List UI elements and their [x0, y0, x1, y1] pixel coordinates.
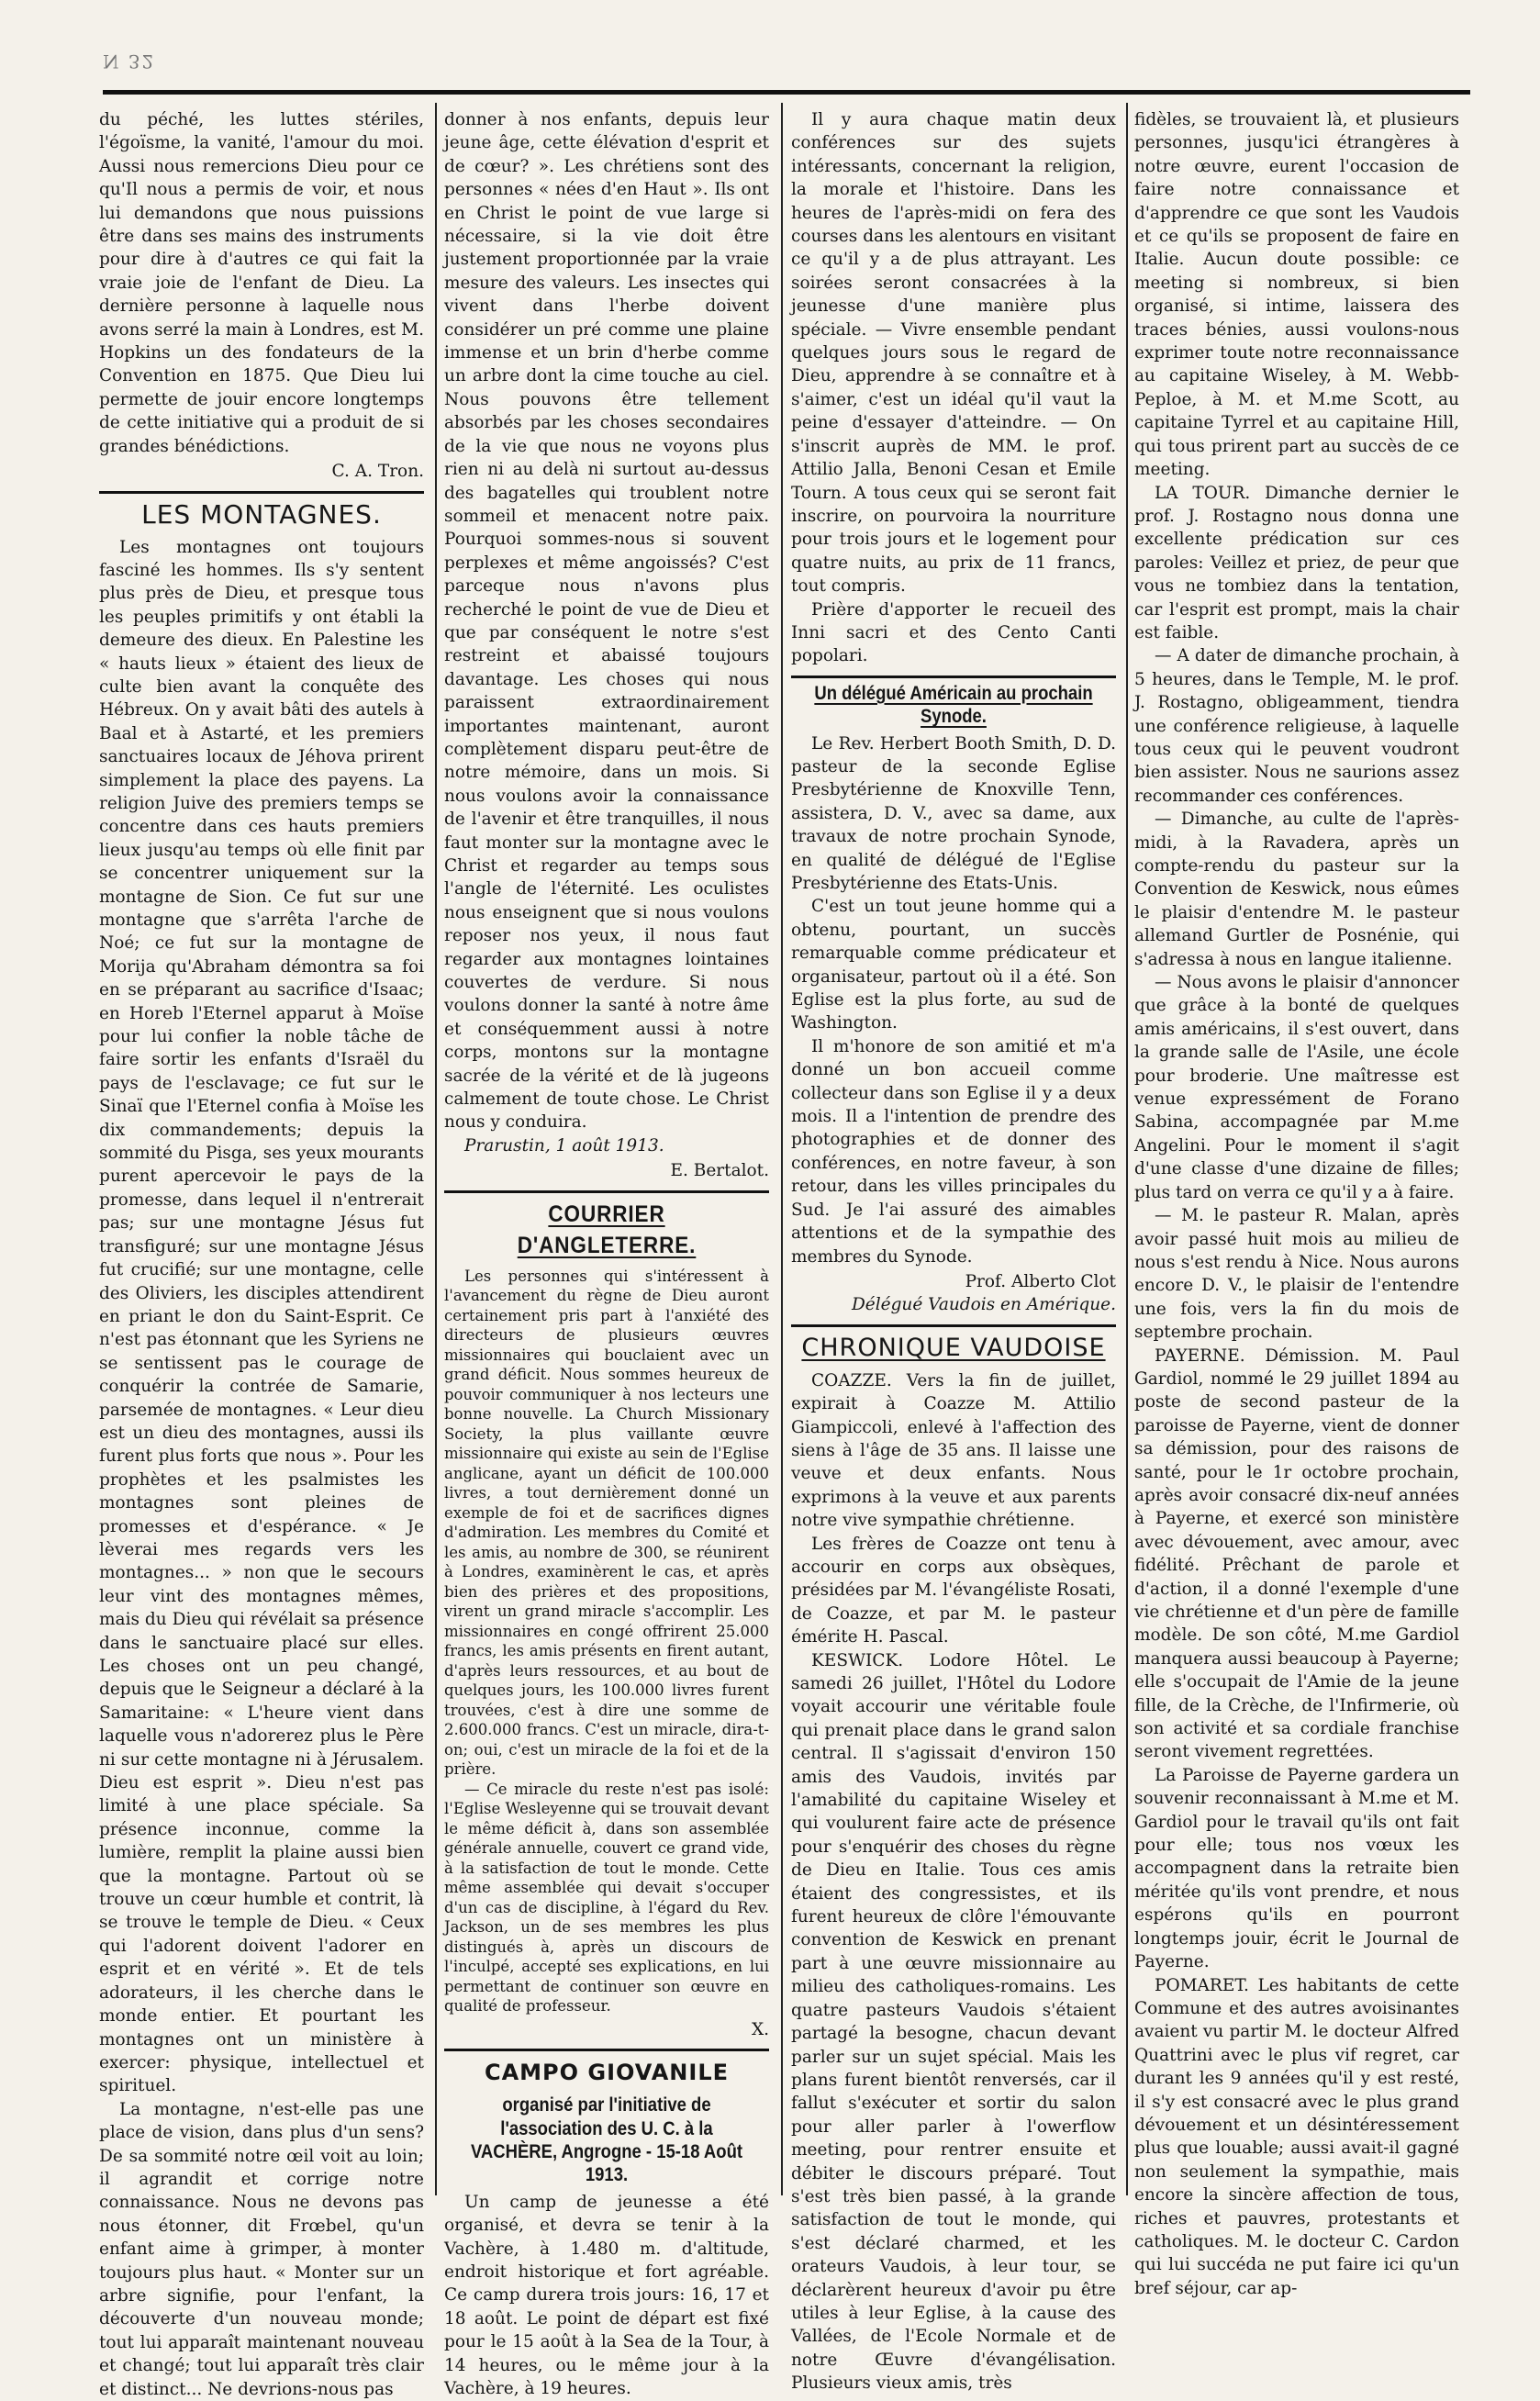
article-paragraph: KESWICK. Lodore Hôtel. Le samedi 26 juillet, l'Hôtel du Lodore voyait accourir une véritable foule qui prenait place dans le grand salon central. Il s'agissait d'environ 150 amis des Vaudois, invités par l'amabilité du capitaine Wiseley et qui voulurent faire acte de présence pour s'enquérir des choses du règne de Dieu en Italie. Tous ces amis étaient des congressistes, et ils furent heureux de clôre l'émouvante convention de Keswick en prenant part à une œuvre missionnaire au milieu des catholiques-romains. Les quatre pasteurs Vaudois s'étaient partagé la besogne, chacun devant parler sur un sujet spécial. Mais les plans furent bientôt renversés, car il fallut s'exécuter et sortir du salon pour aller parler à l'owerflow meeting, pour rentrer ensuite et débiter le discours préparé. Tout s'est très bien passé, à la grande satisfaction de tout le monde, qui s'est déclaré charmed, et les orateurs Vaudois, à leur tour, se déclarèrent heureux d'avoir pu être utiles à leur Eglise, à la cause des Vallées, de l'Ecole Normale et de notre Œuvre d'évangélisation. Plusieurs vieux amis, très: [791, 1650, 1116, 2394]
article-paragraph: — Dimanche, au culte de l'après-midi, à la Ravadera, après un compte-rendu du pasteur sur la Convention de Keswick, nous eûmes le plaisir d'entendre M. le pasteur allemand Gurtler de Posnénie, qui s'adressa à nous en langue italienne.: [1134, 810, 1459, 969]
article-paragraph: — A dater de dimanche prochain, à 5 heures, dans le Temple, M. le prof. J. Rostagno, obligeamment, tiendra une conférence religieuse, à laquelle tous ceux qui le peuvent voudront bien assister. Nous ne saurions assez recommander ces conférences.: [1134, 646, 1459, 806]
article-title: COURRIER D'ANGLETERRE.: [517, 1200, 697, 1258]
article-paragraph: — Ce miracle du reste n'est pas isolé: l'Eglise Wesleyenne qui se trouvait devant le même déficit à, dans son assemblée générale annuelle, couvert ce grand vide, à la satisfaction de tout le monde. Cette même assemblée qui devait s'occuper d'un cas de discipline, à l'égard du Rev. Jackson, un de ses membres les plus distingués à, après un discours de l'inculpé, accepté ses explications, en lui permettant de continuer son œuvre en qualité de professeur.: [444, 1780, 770, 2016]
column-rule-1: [435, 103, 437, 2195]
article-continuation: donner à nos enfants, depuis leur jeune âge, cette élévation d'esprit et de cœur? ». Les chrétiens sont des personnes « nées d'en Haut ». Ils ont en Christ le point de vue large si nécessaire, si la vie doit être justement proportionnée par la vraie mesure des valeurs. Les insectes qui vivent dans l'herbe doivent considérer un pré comme une plaine immense et un brin d'herbe comme un arbre dont la cime touche au ciel. Nous pouvons être tellement absorbés par les choses secondaires de la vie que nous ne voyons plus rien ni au delà ni surtout au-dessus des bagatelles qui troublent notre sommeil et menacent notre paix. Pourquoi sommes-nous si souvent perplexes et même angoissés? C'est parceque nous n'avons plus recherché le point de vue de Dieu et que par conséquent le notre s'est restreint et abaissé toujours davantage. Les choses qui nous paraissent extraordinairement importantes maintenant, auront complètement disparu peut-être de notre mémoire, dans un mois. Si nous voulons avoir la connaissance de l'avenir et être tranquilles, il nous faut monter sur la montagne avec le Christ et regarder au temps sous l'angle de l'éternité. Les oculistes nous enseignent que si nous voulons reposer nos yeux, il nous faut regarder aux montagnes lointaines couvertes de verdure. Si nous voulons donner la santé à notre âme et conséquemment aussi à notre corps, montons sur la montagne sacrée de la vérité et de là jugeons calmement de toute chose. Le Christ nous y conduira.: [444, 110, 769, 1133]
article-paragraph: PAYERNE. Démission. M. Paul Gardiol, nommé le 29 juillet 1894 au poste de second pasteur de la paroisse de Payerne, vient de donner sa démission, pour des raisons de santé, pour le 1r octobre prochain, après avoir consacré dix-neuf années à Payerne, et exercé son ministère avec dévouement, avec amour, avec fidélité. Prêchant de parole et d'action, il a donné l'exemple d'une vie chrétienne et d'un père de famille modèle. De son côté, M.me Gardiol manquera aussi beaucoup à Payerne; elle s'occupait de l'Amie de la jeune fille, de la Crèche, de l'Infirmerie, où son activité et sa cordiale franchise seront vivement regrettées.: [1134, 1346, 1459, 1762]
article-paragraph: COAZZE. Vers la fin de juillet, expirait à Coazze M. Attilio Giampiccoli, enlevé à l'affection des siens à l'âge de 35 ans. Il laisse une veuve et deux enfants. Nous exprimons à la veuve et aux parents notre vive sympathie chrétienne.: [791, 1370, 1116, 1531]
article-title: LES MONTAGNES.: [141, 498, 382, 530]
article-paragraph: Les montagnes ont toujours fasciné les hommes. Ils s'y sentent plus près de Dieu, et presque tous les peuples primitifs y ont établi la demeure des dieux. En Palestine les « hauts lieux » étaient des lieux de culte bien avant la conquête des Hébreux. On y avait bâti des autels à Baal et à Astarté, et les premiers sanctuaires locaux de Jéhova prirent simplement la place des payens. La religion Juive des premiers temps se concentre dans ces hauts premiers lieux jusqu'au temps où elle finit par se concentrer uniquement sur la montagne de Sion. Ce fut sur une montagne que s'arrêta l'arche de Noé; ce fut sur la montagne de Morija qu'Abraham démontra sa foi en se préparant au sacrifice d'Isaac; en Horeb l'Eternel apparut à Moïse pour lui confier la noble tâche de faire sortir les enfants d'Israël du pays de l'esclavage; ce fut sur le Sinaï que l'Eternel confia à Moïse les dix commandements; depuis la sommité du Pisga, ses yeux mourants purent apercevoir le pays de la promesse, dans lequel il n'entrerait pas; sur une montagne Jésus fut transfiguré; sur une montagne Jésus fut crucifié; sur une montagne, celle des Oliviers, les disciples attendirent en priant le don du Saint-Esprit. Ce n'est pas étonnant que les Syriens ne se sentissent pas le courage de conquérir la contrée de Samarie, parsemée de montagnes. « Leur dieu est un dieu des montagnes, aussi ils furent plus forts que nous ». Pour les prophètes et les psalmistes les montagnes sont pleines de promesses et d'espérance. « Je lèverai mes regards vers les montagnes... » non que le secours leur vint des montagnes mêmes, mais du Dieu qui révélait sa présence dans le sanctuaire placé sur elles. Les choses ont un peu changé, depuis que le Seigneur a déclaré à la Samaritaine: « L'heure vient dans laquelle vous n'adorerez plus le Père ni sur cette montagne ni à Jérusalem. Dieu est esprit ». Dieu n'est pas limité à une place spéciale. Sa présence inconnue, comme la lumière, remplit la plaine aussi bien que la montagne. Partout où se trouve un cœur humble et contrit, là se trouve le temple de Dieu. « Ceux qui l'adorent doivent l'adorer en esprit et en vérité ». Et de tels adorateurs, il les cherche dans le monde entier. Et pourtant les montagnes ont un ministère à exercer: physique, intellectuel et spirituel.: [99, 537, 424, 2096]
author-signature: X.: [751, 2019, 769, 2039]
article-paragraph: LA TOUR. Dimanche dernier le prof. J. Rostagno nous donna une excellente prédication sur ces paroles: Veillez et priez, de peur que vous ne tombiez dans la tentation, car l'esprit est prompt, mais la chair est faible.: [1134, 483, 1459, 642]
article-paragraph: Le Rev. Herbert Booth Smith, D. D. pasteur de la seconde Eglise Presbytérienne de Knoxville Tenn, assistera, D. V., avec sa dame, aux travaux de notre prochain Synode, en qualité de délégué de l'Eglise Presbytérienne des Etats-Unis.: [791, 733, 1116, 893]
column-rule-3: [1126, 103, 1128, 2195]
article-divider: [444, 1190, 769, 1193]
page-number: N 32: [103, 50, 156, 73]
article-title: Un délégué Américain au prochain Synode.: [814, 682, 1093, 728]
section-title: CHRONIQUE VAUDOISE: [801, 1333, 1106, 1362]
article-divider: [791, 1324, 1116, 1327]
article-paragraph: POMARET. Les habitants de cette Commune et des autres avoisinantes avaient vu partir M. le docteur Alfred Quattrini avec le plus vif regret, car durant les 9 années qu'il y est resté, il s'y est consacré avec le plus grand dévouement et un désintéressement plus que louable; aussi avait-il gagné non seulement la sympathie, mais encore la sincère affection de tous, riches et pauvres, protestants et catholiques. M. le docteur C. Cardon qui lui succéda ne put faire ici qu'un bref séjour, car ap-: [1134, 1975, 1459, 2298]
column-3: [791, 108, 1116, 2394]
column-1: [99, 108, 424, 2399]
article-paragraph: — Nous avons le plaisir d'annoncer que grâce à la bonté de quelques amis américains, il s'est ouvert, dans la grande salle de l'Asile, une école pour broderie. Une maîtresse est venue expressément de Forano Sabina, accompagnée par M.me Angelini. Pour le moment il s'agit d'une classe d'une dizaine de filles; plus tard on verra ce qu'il y a à faire.: [1134, 973, 1459, 1202]
article-paragraph: Prière d'apporter le recueil des Inni sacri et des Cento Canti popolari.: [791, 599, 1116, 666]
article-paragraph: Il m'honore de son amitié et m'a donné un bon accueil comme collecteur dans son Eglise il y a deux mois. Il a l'intention de prendre des photographies et de donner des conférences, en notre faveur, à son retour, dans les villes principales du Sud. Je l'ai assuré des aimables attentions et de la sympathie des membres du Synode.: [791, 1036, 1116, 1267]
article-paragraph: La montagne, n'est-elle pas une place de vision, dans plus d'un sens? De sa sommité notre œil voit au loin; il agrandit et corrige notre connaissance. Nous ne devons pas nous étonner, dit Frœbel, qu'un enfant aime à grimper, à monter toujours plus haut. « Monter sur un arbre signifie, pour l'enfant, la découverte d'un nouveau monde; tout lui apparaît maintenant nouveau et changé; tout lui apparaît très clair et distinct... Ne devrions-nous pas: [99, 2099, 424, 2399]
column-2: [444, 108, 770, 2398]
article-divider: [444, 2049, 769, 2051]
header-rule: [103, 90, 1470, 95]
article-divider: [99, 491, 424, 494]
column-rule-2: [781, 103, 783, 2195]
article-paragraph: Il y aura chaque matin deux conférences sur des sujets intéressants, concernant la religion, la morale et l'histoire. Dans les heures de l'après-midi on fera des courses dans les alentours en visitant ce qu'il y a de plus attrayant. Les soirées seront consacrées à la jeunesse d'une manière plus spéciale. — Vivre ensemble pendant quelques jours sous le regard de Dieu, apprendre à se connaître et à s'aimer, c'est un idéal qu'il vaut la peine d'essayer d'atteindre. — On s'inscrit auprès de MM. le prof. Attilio Jalla, Benoni Cesan et Emile Tourn. A tous ceux qui se seront fait inscrire, on pourvoira la nourriture pour trois jours et le logement pour quatre nuits, au prix de 11 francs, tout compris.: [791, 110, 1116, 597]
article-continuation: fidèles, se trouvaient là, et plusieurs personnes, jusqu'ici étrangères à notre œuvre, eurent l'occasion de faire notre connaissance et d'apprendre ce que sont les Vaudois et ce qu'ils se proposent de faire en Italie. Aucun doute possible: ce meeting si nombreux, si bien organisé, si intime, laissera des traces bénies, aussi voulons-nous exprimer toute notre reconnaissance au capitaine Wiseley, à M. Webb-Peploe, à M. et M.me Scott, au capitaine Tyrrel et au capitaine Hill, qui tous prirent part au succès de ce meeting.: [1134, 110, 1459, 480]
article-paragraph: Un camp de jeunesse a été organisé, et devra se tenir à la Vachère, à 1.480 m. d'altitude, endroit historique et fort agréable. Ce camp durera trois jours: 16, 17 et 18 août. Le point de départ est fixé pour le 15 août à la Sea de la Tour, à 14 heures, ou le même jour à la Vachère, à 19 heures.: [444, 2192, 769, 2398]
article-divider: [791, 676, 1116, 678]
article-paragraph: — M. le pasteur R. Malan, après avoir passé huit mois au milieu de nous s'est rendu à Nice. Nous aurons encore D. V., le plaisir de l'entendre une fois, vers la fin du mois de septembre prochain.: [1134, 1206, 1459, 1343]
article-paragraph: Les frères de Coazze ont tenu à accourir en corps aux obsèques, présidées par M. l'évangéliste Rosati, de Coazze, et par M. le pasteur émérite H. Pascal.: [791, 1534, 1116, 1647]
article-paragraph: La Paroisse de Payerne gardera un souvenir reconnaissant à M.me et M. Gardiol pour le travail qu'ils ont fait pour elle; tous nos vœux les accompagnent dans la retraite bien méritée qu'ils vont prendre, et nous espérons qu'ils en pourront longtemps jouir, écrit le Journal de Payerne.: [1134, 1765, 1459, 1972]
column-4: [1134, 108, 1459, 2298]
author-role: Délégué Vaudois en Amérique.: [851, 1295, 1116, 1315]
author-signature: Prof. Alberto Clot: [965, 1271, 1116, 1291]
article-paragraph: C'est un tout jeune homme qui a obtenu, pourtant, un succès remarquable comme prédicateur et organisateur, partout où il a été. Son Eglise est la plus forte, au sud de Washington.: [791, 897, 1116, 1033]
author-signature: C. A. Tron.: [331, 462, 424, 482]
author-signature: E. Bertalot.: [670, 1161, 769, 1181]
article-title: CAMPO GIOVANILE: [484, 2060, 730, 2086]
article-continuation: du péché, les luttes stériles, l'égoïsme, la vanité, l'amour du moi. Aussi nous remercions Dieu pour ce qu'Il nous a permis de voir, et nous lui demandons que nous puissions être dans ses mains des instruments pour dire à d'autres ce qui fait la vraie joie de l'enfant de Dieu. La dernière personne à laquelle nous avons serré la main à Londres, est M. Hopkins un des fondateurs de la Convention en 1875. Que Dieu lui permette de jouir encore longtemps de cette initiative qui a produit de si grandes bénédictions.: [99, 110, 424, 456]
dateline: Prarustin, 1 août 1913.: [464, 1135, 664, 1156]
article-subtitle: organisé par l'initiative de l'association des U. C. à la VACHÈRE, Angrogne - 15-18 Août 1913.: [470, 2094, 743, 2186]
article-paragraph: Les personnes qui s'intéressent à l'avancement du règne de Dieu auront certainement pris part à l'anxiété des directeurs de plusieurs œuvres missionnaires qui bouclaient avec un grand déficit. Nous sommes heureux de pouvoir communiquer à nos lecteurs une bonne nouvelle. La Church Missionary Society, la plus vaillante œuvre missionnaire qui existe au sein de l'Eglise anglicane, ayant un déficit de 100.000 livres, a tout dernièrement donné un exemple de foi et de sacrifices dignes d'admiration. Les membres du Comité et les amis, au nombre de 300, se réunirent à Londres, examinèrent le cas, et après bien des prières et des propositions, virent un grand miracle s'accomplir. Les missionnaires en congé offrirent 25.000 francs, les amis présents en firent autant, d'après leurs ressources, et au bout de quelques jours, les 100.000 livres furent trouvées, c'est à dire une somme de 2.600.000 francs. C'est un miracle, dira-t-on; oui, c'est un miracle de la foi et de la prière.: [444, 1267, 769, 1779]
